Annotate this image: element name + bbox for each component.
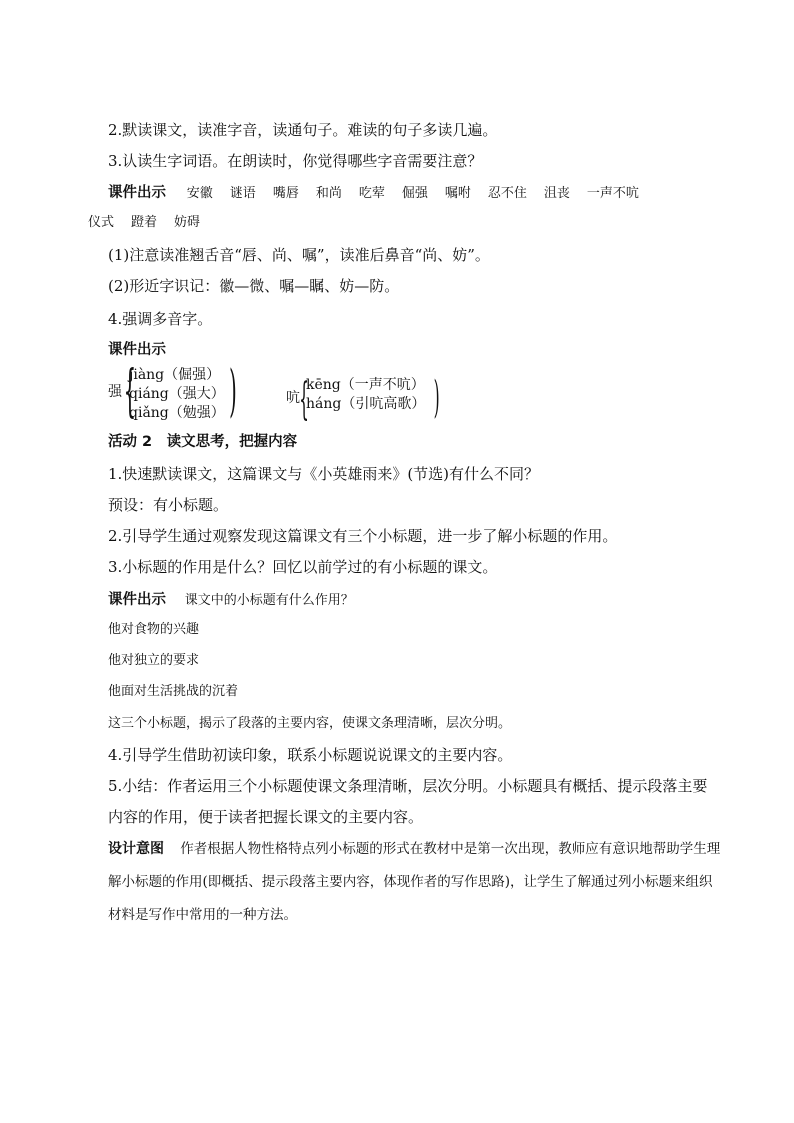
- courseware-question: [108, 589, 354, 611]
- vocab-term: 嘱咐: [444, 186, 471, 201]
- step-3: 3.认读生字词语。在朗读时，你觉得哪些字音需要注意？: [108, 152, 483, 170]
- note-2: (2)形近字识记：徽—微、嘱—瞩、妨—防。: [108, 277, 400, 295]
- question-3: 3.小标题的作用是什么？回忆以前学过的有小标题的课文。: [108, 558, 498, 576]
- reading-row: qiáng（强大）: [129, 386, 225, 402]
- preset-answer: 预设：有小标题。: [108, 496, 229, 514]
- design-text: 作者根据人物性格特点列小标题的形式在教材中是第一次出现，教师应有意识地帮助学生理解小标题的作用(即概括、提示段落主要内容，体现作者的写作思路)，让学生了解通过列小标题来组织材料是写作中常用的一种方法。: [108, 841, 721, 923]
- vocab-term: 仪式: [88, 215, 115, 230]
- left-brace: {: [123, 359, 137, 424]
- reading-row: kēng（一声不吭）: [306, 377, 425, 393]
- term-list: [187, 186, 656, 201]
- note-1: (1)注意读准翘舌音“唇、尚、嘱”，读准后鼻音“尚、妨”。: [108, 246, 490, 264]
- char-keng: 吭: [286, 390, 300, 406]
- subtitle-3: 他面对生活挑战的沉着: [108, 684, 239, 699]
- right-paren: ): [433, 372, 440, 423]
- design-label: 设计意图: [108, 841, 164, 857]
- subtitle-1: 他对食物的兴趣: [108, 622, 200, 637]
- reading-row: jiàng（倔强）: [129, 367, 221, 383]
- vocab-term: 沮丧: [543, 186, 570, 201]
- step-4: 4.强调多音字。: [108, 310, 213, 328]
- question-1: 1.快速默读课文，这篇课文与《小英雄雨来》(节选)有什么不同？: [108, 465, 540, 483]
- subtitle-2: 他对独立的要求: [108, 653, 200, 668]
- vocab-term: 蹬着: [131, 215, 158, 230]
- vocab-term: 安徽: [186, 186, 213, 201]
- vocab-term: 倔强: [401, 186, 428, 201]
- reading-row: qiǎng（勉强）: [129, 405, 225, 421]
- step-2: 2.默读课文，读准字音，读通句子。难读的句子多读几遍。: [108, 121, 498, 139]
- question-4: 4.引导学生借助初读印象，联系小标题说说课文的主要内容。: [108, 746, 513, 764]
- vocab-term: 吃荤: [358, 186, 385, 201]
- courseware-answer: 这三个小标题，揭示了段落的主要内容，使课文条理清晰，层次分明。: [108, 716, 512, 731]
- courseware-label: 课件出示: [108, 185, 166, 201]
- vocab-term: 谜语: [229, 186, 256, 201]
- vocab-term: 和尚: [315, 186, 342, 201]
- vocab-term: 一声不吭: [586, 186, 639, 201]
- vocab-term: 忍不住: [487, 186, 527, 201]
- summary-paragraph: 5.小结：作者运用三个小标题使课文条理清晰，层次分明。小标题具有概括、提示段落主要内容的作用，便于读者把握长课文的主要内容。: [108, 777, 708, 826]
- activity-2-heading: 活动 2 读文思考，把握内容: [108, 434, 298, 450]
- right-paren: ): [229, 359, 237, 424]
- courseware-question-text: 课文中的小标题有什么作用？: [184, 593, 354, 608]
- char-qiang: 强: [108, 384, 122, 400]
- courseware-label-3: 课件出示: [108, 592, 166, 608]
- left-brace: {: [299, 374, 309, 425]
- vocab-term: 嘴唇: [272, 186, 299, 201]
- courseware-label-2: 课件出示: [108, 342, 166, 358]
- design-intent-paragraph: [88, 833, 722, 932]
- vocab-term: 妨碍: [174, 215, 201, 230]
- reading-row: háng（引吭高歌）: [306, 396, 426, 412]
- question-2: 2.引导学生通过观察发现这篇课文有三个小标题，进一步了解小标题的作用。: [108, 527, 618, 545]
- term-list-2: [88, 213, 217, 233]
- courseware-terms: [108, 182, 656, 204]
